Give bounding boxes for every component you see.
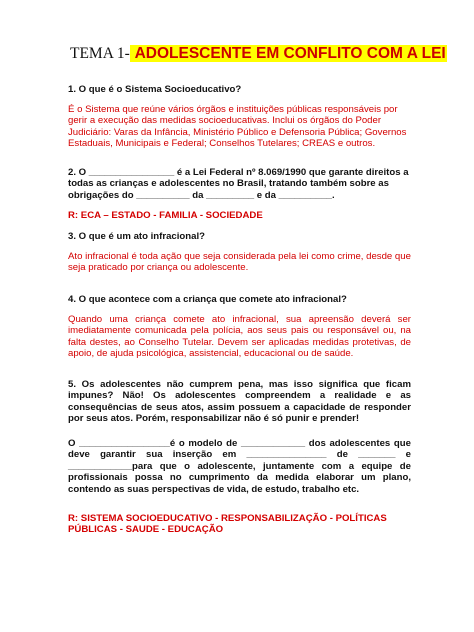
question-1: 1. O que é o Sistema Socioeducativo?	[68, 84, 242, 95]
answer-4-block	[68, 314, 411, 360]
question-4-block	[68, 294, 411, 305]
answer-2: R: ECA – ESTADO - FAMILIA - SOCIEDADE	[68, 210, 263, 221]
question-3: 3. O que é um ato infracional?	[68, 231, 206, 242]
answer-2-block	[68, 210, 411, 221]
answer-1: É o Sistema que reúne vários órgãos e instituições públicas responsáveis por gerir a execução das medidas socioeducativas. Inclui os órgãos do Poder Judiciário: Varas da Infância, Ministério Público e Defensoria Pública; Governos Estaduais, Municipais e Federal; Conselhos Tutelares; CREAS e outros.	[68, 104, 407, 150]
title-prefix: TEMA 1-	[70, 45, 130, 62]
question-2-block	[68, 167, 411, 201]
title-highlight: ADOLESCENTE EM CONFLITO COM A LEI	[130, 45, 446, 62]
answer-4: Quando uma criança comete ato infracional, sua apreensão deverá ser imediatamente comunicada pela polícia, aos seus pais ou responsável ou, na falta destes, ao Conselho Tutelar. Devem ser aplicadas medidas protetivas, de apoio, de ajuda psicológica, assistencial, educacional ou de saúde.	[68, 314, 411, 360]
answer-1-block	[68, 104, 411, 150]
question-5: 5. Os adolescentes não cumprem pena, mas isso significa que ficam impunes? Não! Os adolescentes compreendem a realidade e as consequências de seus atos, assim possuem a capacidade de responder por seus atos. Porém, responsabilizar não é só punir e prender!	[68, 379, 411, 425]
question-4: 4. O que acontece com a criança que comete ato infracional?	[68, 294, 347, 305]
question-6: O _________________é o modelo de ____________ dos adolescentes que deve garantir sua inserção em _______________ de _______ e ____________para que o adolescente, juntamente com a equipe de profissionais possa no cumprimento da medida elaborar um plano, contendo as suas perspectivas de vida, de estudo, trabalho etc.	[68, 438, 411, 495]
answer-6-block	[68, 513, 411, 536]
question-2: 2. O ________________ é a Lei Federal nº 8.069/1990 que garante direitos a todas as crianças e adolescentes no Brasil, tratando também sobre as obrigações do __________ da _________ e da __________.	[68, 167, 409, 201]
answer-3: Ato infracional é toda ação que seja considerada pela lei como crime, desde que seja praticado por criança ou adolescente.	[68, 251, 411, 274]
answer-6: R: SISTEMA SOCIOEDUCATIVO - RESPONSABILIZAÇÃO - POLÍTICAS PÚBLICAS - SAUDE - EDUCAÇÃO	[68, 513, 387, 536]
answer-3-block	[68, 251, 411, 274]
question-3-block	[68, 231, 411, 242]
question-5-block	[68, 379, 411, 425]
question-1-block	[68, 84, 411, 95]
document-title	[70, 45, 447, 63]
question-6-block	[68, 438, 411, 495]
